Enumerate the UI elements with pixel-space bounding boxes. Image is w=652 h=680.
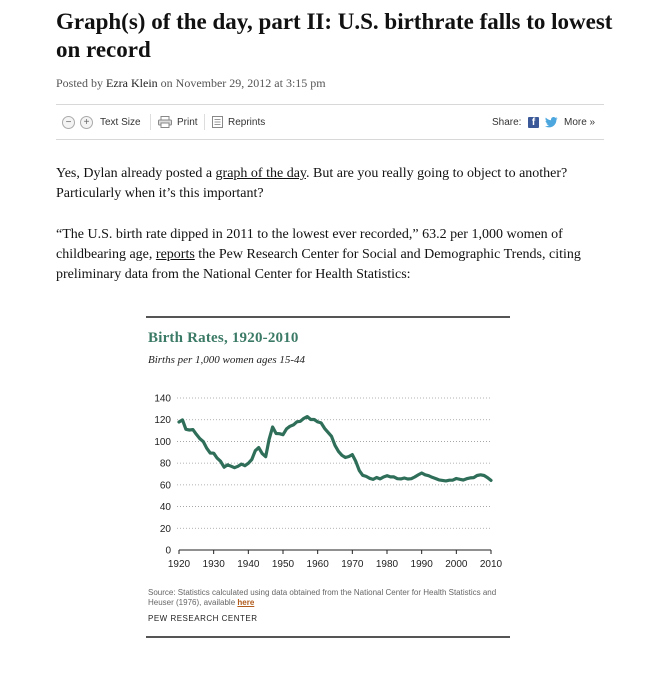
data-point: [348, 456, 350, 458]
data-point: [206, 447, 208, 449]
x-tick-label: 1970: [341, 559, 364, 570]
data-point: [476, 475, 478, 477]
data-point: [407, 478, 409, 480]
x-tick-label: 1930: [202, 559, 225, 570]
source-here-link[interactable]: here: [237, 598, 255, 607]
data-point: [352, 454, 354, 456]
data-point: [459, 479, 461, 481]
data-point: [469, 477, 471, 479]
x-tick-label: 1990: [410, 559, 433, 570]
y-tick-label: 100: [154, 436, 171, 448]
y-tick-label: 80: [159, 458, 171, 470]
more-share-button[interactable]: More »: [564, 116, 596, 128]
plus-icon: +: [80, 116, 93, 129]
pew-credit: PEW RESEARCH CENTER: [148, 614, 258, 623]
data-point: [268, 439, 270, 441]
data-point: [414, 476, 416, 478]
data-point: [244, 465, 246, 467]
data-point: [338, 451, 340, 453]
data-point: [265, 456, 267, 458]
toolbar-divider: [204, 114, 205, 130]
byline-date: on November 29, 2012 at: [160, 76, 283, 90]
data-point: [234, 467, 236, 469]
data-point: [261, 453, 263, 455]
data-point: [438, 479, 440, 481]
chart-title: Birth Rates, 1920-2010: [148, 330, 299, 346]
data-point: [383, 476, 385, 478]
data-point: [487, 477, 489, 479]
birth-rate-chart: [146, 316, 510, 586]
data-point: [300, 421, 302, 423]
data-point: [178, 421, 180, 423]
data-point: [185, 429, 187, 431]
text-size-increase-button[interactable]: [80, 105, 93, 139]
data-point: [296, 421, 298, 423]
data-point: [213, 452, 215, 454]
x-tick-label: 1960: [306, 559, 329, 570]
byline-prefix: Posted by: [56, 76, 104, 90]
author-link[interactable]: Ezra Klein: [106, 76, 158, 90]
data-point: [255, 450, 257, 452]
data-point: [182, 419, 184, 421]
data-point: [372, 479, 374, 481]
data-point: [258, 447, 260, 449]
data-point: [313, 419, 315, 421]
data-point: [390, 476, 392, 478]
data-point: [376, 477, 378, 479]
data-point: [220, 461, 222, 463]
data-point: [227, 464, 229, 466]
paragraph-1-text-b: . But are you really going to object to another? Particularly when it’s this important?: [56, 166, 568, 201]
data-point: [411, 478, 413, 480]
data-point: [334, 445, 336, 447]
x-tick-label: 1920: [167, 559, 191, 570]
data-point: [449, 479, 451, 481]
data-point: [400, 478, 402, 480]
data-point: [282, 434, 284, 436]
graph-of-the-day-link[interactable]: graph of the day: [215, 166, 306, 181]
birth-rate-figure: [146, 316, 510, 638]
twitter-share-button[interactable]: [545, 105, 558, 139]
data-point: [189, 429, 191, 431]
data-point: [417, 474, 419, 476]
article-headline: Graph(s) of the day, part II: U.S. birthrate falls to lowest on record: [56, 9, 613, 62]
data-point: [345, 457, 347, 459]
data-point: [307, 416, 309, 418]
article-toolbar: [56, 104, 604, 140]
y-tick-label: 20: [159, 523, 171, 535]
paragraph-2-text-b: the Pew Research Center for Social and Demographic Trends, citing preliminary data from the National Center for Health Statistics:: [56, 247, 581, 282]
data-point: [275, 433, 277, 435]
facebook-share-button[interactable]: [528, 105, 539, 139]
share-label: Share:: [492, 116, 522, 128]
data-point: [293, 424, 295, 426]
x-tick-label: 2010: [479, 559, 503, 570]
data-point: [424, 474, 426, 476]
data-point: [463, 479, 465, 481]
data-point: [230, 465, 232, 467]
x-tick-label: 1950: [271, 559, 295, 570]
data-point: [483, 475, 485, 477]
x-tick-label: 2000: [445, 559, 468, 570]
data-point: [428, 475, 430, 477]
data-point: [369, 478, 371, 480]
minus-icon: −: [62, 116, 75, 129]
y-tick-label: 140: [154, 393, 171, 405]
y-tick-label: 40: [159, 502, 171, 514]
data-point: [445, 480, 447, 482]
data-point: [431, 477, 433, 479]
data-point: [310, 419, 312, 421]
data-point: [196, 434, 198, 436]
data-point: [251, 459, 253, 461]
print-button[interactable]: [158, 105, 198, 139]
data-point: [303, 418, 305, 420]
data-point: [341, 455, 343, 457]
text-size-label: Text Size: [100, 116, 141, 128]
data-point: [331, 436, 333, 438]
data-point: [216, 457, 218, 459]
y-tick-label: 0: [165, 545, 171, 557]
data-point: [324, 428, 326, 430]
data-point: [241, 463, 243, 465]
data-point: [452, 479, 454, 481]
data-point: [473, 477, 475, 479]
birth-rate-series-line: [179, 417, 491, 481]
data-point: [379, 478, 381, 480]
x-tick-label: 1940: [237, 559, 260, 570]
paragraph-1: [56, 164, 604, 204]
data-point: [199, 438, 201, 440]
byline-time: 3:15 pm: [285, 76, 326, 90]
data-point: [359, 470, 361, 472]
data-point: [237, 466, 239, 468]
data-point: [279, 433, 281, 435]
data-point: [393, 476, 395, 478]
data-point: [466, 478, 468, 480]
twitter-icon: [545, 117, 558, 128]
data-point: [223, 466, 225, 468]
data-point: [386, 475, 388, 477]
data-point: [317, 421, 319, 423]
data-point: [490, 480, 492, 482]
data-point: [248, 463, 250, 465]
data-point: [480, 474, 482, 476]
data-point: [365, 476, 367, 478]
toolbar-divider: [150, 114, 151, 130]
data-point: [286, 428, 288, 430]
data-point: [209, 452, 211, 454]
document-icon: [212, 116, 223, 128]
y-tick-label: 120: [154, 415, 171, 427]
reprints-button[interactable]: [212, 105, 265, 139]
print-label: Print: [177, 116, 198, 128]
facebook-icon: f: [528, 117, 539, 128]
x-tick-label: 1980: [375, 559, 399, 570]
printer-icon: [158, 116, 172, 128]
data-point: [203, 441, 205, 443]
data-point: [289, 426, 291, 428]
data-point: [404, 477, 406, 479]
paragraph-1-text-a: Yes, Dylan already posted a: [56, 166, 216, 181]
data-point: [456, 478, 458, 480]
data-point: [397, 478, 399, 480]
y-tick-label: 60: [159, 480, 171, 492]
chart-source: [148, 588, 508, 608]
data-point: [442, 480, 444, 482]
text-size-decrease-button[interactable]: [62, 105, 75, 139]
data-point: [355, 461, 357, 463]
data-point: [362, 475, 364, 477]
data-point: [327, 432, 329, 434]
paragraph-2-text-a: “The U.S. birth rate dipped in 2011 to the lowest ever recorded,” 63.2 per 1,000 women of childbearing age,: [56, 227, 563, 262]
data-point: [192, 429, 194, 431]
data-point: [272, 426, 274, 428]
byline: [56, 76, 326, 91]
figure-bottom-rule: [146, 636, 510, 638]
reprints-label: Reprints: [228, 116, 266, 128]
reports-link[interactable]: reports: [155, 247, 195, 262]
data-point: [421, 472, 423, 474]
chart-subtitle: Births per 1,000 women ages 15-44: [148, 354, 306, 366]
data-point: [435, 478, 437, 480]
source-text: Source: Statistics calculated using data obtained from the National Center for Health Statistics and Heuser (1976), available: [148, 588, 497, 607]
paragraph-2: [56, 225, 604, 285]
data-point: [320, 422, 322, 424]
